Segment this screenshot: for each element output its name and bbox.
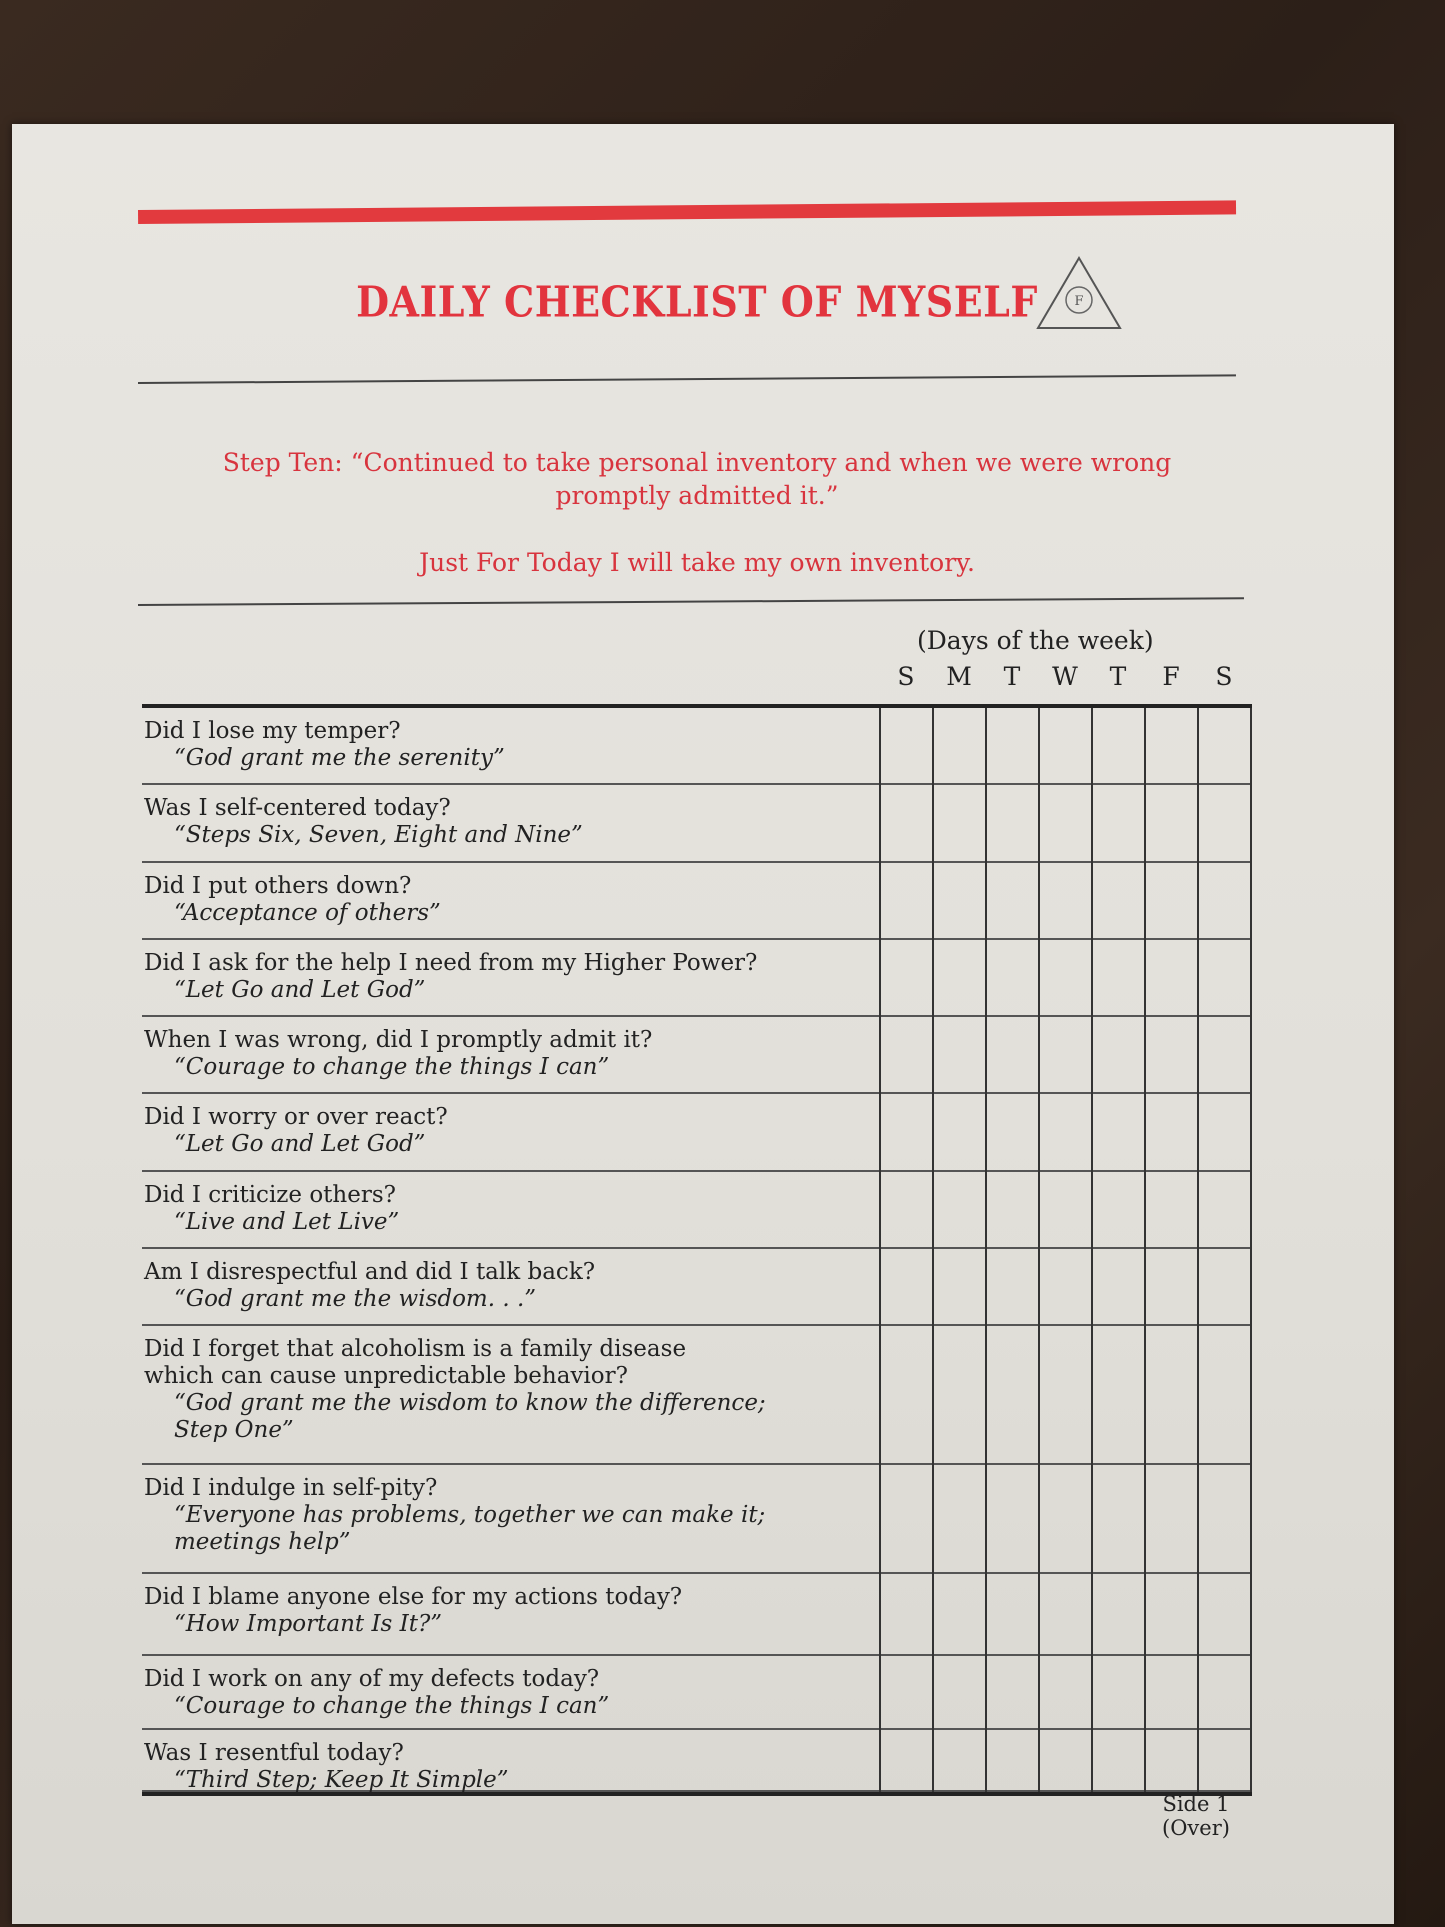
checklist-question (144, 1104, 448, 1158)
day-checkbox-cell[interactable] (880, 1656, 933, 1728)
grid-line (879, 708, 881, 1792)
question-text: Did I forget that alcoholism is a family disease which can cause unpredictable behavior? (144, 1336, 687, 1390)
slogan-text: “Courage to change the things I can” (174, 1054, 610, 1081)
day-checkbox-cell[interactable] (986, 863, 1039, 938)
day-checkbox-cell[interactable] (1198, 1465, 1251, 1571)
day-checkbox-cell[interactable] (1198, 785, 1251, 860)
day-checkbox-cell[interactable] (933, 1326, 986, 1463)
grid-line (1144, 708, 1146, 1792)
slogan-text: “Let Go and Let God” (174, 1131, 426, 1158)
day-checkbox-cell[interactable] (986, 785, 1039, 860)
day-checkbox-cell[interactable] (1145, 1730, 1198, 1790)
day-checkbox-cell[interactable] (880, 1730, 933, 1790)
day-checkbox-cell[interactable] (1092, 940, 1145, 1015)
slogan-text: “Courage to change the things I can” (174, 1692, 610, 1719)
day-checkbox-cell[interactable] (880, 863, 933, 938)
day-checkbox-cell[interactable] (1092, 1730, 1145, 1790)
day-checkbox-cell[interactable] (880, 708, 933, 783)
day-checkbox-cell[interactable] (1198, 1574, 1251, 1654)
checklist-row (142, 863, 1252, 940)
days-caption: (Days of the week) (917, 626, 1154, 655)
day-checkbox-cell[interactable] (1145, 1326, 1198, 1463)
day-checkbox-cell[interactable] (1092, 1249, 1145, 1324)
grid-line (985, 708, 987, 1792)
checklist-row (142, 1656, 1252, 1730)
day-checkbox-cell[interactable] (933, 1017, 986, 1092)
day-letter: S (897, 662, 915, 691)
day-checkbox-cell[interactable] (1039, 1574, 1092, 1654)
day-checkbox-cell[interactable] (933, 1094, 986, 1169)
checklist-row (142, 785, 1252, 862)
day-checkbox-cell[interactable] (880, 1094, 933, 1169)
day-checkbox-cell[interactable] (1198, 1172, 1251, 1247)
day-letter: W (1052, 662, 1078, 691)
day-checkbox-cell[interactable] (1092, 1326, 1145, 1463)
day-checkbox-cell[interactable] (986, 1465, 1039, 1571)
question-text: Did I worry or over react? (144, 1104, 448, 1131)
checklist-question (144, 1584, 682, 1638)
checklist-question (144, 795, 583, 849)
slogan-text: “God grant me the wisdom. . .” (174, 1285, 537, 1312)
day-letter: T (1109, 662, 1127, 691)
question-text: Am I disrespectful and did I talk back? (144, 1258, 596, 1285)
day-checkbox-cell[interactable] (880, 1249, 933, 1324)
day-checkbox-cell[interactable] (1092, 1656, 1145, 1728)
day-checkbox-cell[interactable] (1145, 863, 1198, 938)
slogan-text: “Acceptance of others” (174, 899, 441, 926)
checklist-question (144, 718, 505, 772)
day-checkbox-cell[interactable] (933, 940, 986, 1015)
day-checkbox-cell[interactable] (986, 1326, 1039, 1463)
day-checkbox-cell[interactable] (1092, 1574, 1145, 1654)
day-checkbox-cell[interactable] (1198, 1249, 1251, 1324)
question-text: Did I put others down? (144, 872, 412, 899)
day-checkbox-cell[interactable] (1145, 940, 1198, 1015)
checklist-question (144, 1666, 609, 1720)
slogan-text: “Live and Let Live” (174, 1208, 400, 1235)
day-checkbox-cell[interactable] (1145, 708, 1198, 783)
grid-line (1197, 708, 1199, 1792)
day-checkbox-cell[interactable] (1039, 1730, 1092, 1790)
slogan-text: “God grant me the serenity” (174, 745, 505, 771)
grid-line (932, 708, 934, 1792)
day-checkbox-cell[interactable] (933, 1574, 986, 1654)
day-checkbox-cell[interactable] (1092, 863, 1145, 938)
day-checkbox-cell[interactable] (933, 1465, 986, 1571)
checklist-question (144, 1336, 766, 1444)
slogan-text: “How Important Is It?” (174, 1610, 443, 1637)
footer-over: (Over) (1162, 1816, 1230, 1840)
day-letter: T (1003, 662, 1021, 691)
day-checkbox-cell[interactable] (986, 1656, 1039, 1728)
day-checkbox-cell[interactable] (986, 1017, 1039, 1092)
day-checkbox-cell[interactable] (933, 863, 986, 938)
day-checkbox-cell[interactable] (986, 1249, 1039, 1324)
day-checkbox-cell[interactable] (1039, 1094, 1092, 1169)
day-checkbox-cell[interactable] (1039, 1465, 1092, 1571)
checklist-question (144, 1182, 399, 1236)
day-checkbox-cell[interactable] (1039, 1172, 1092, 1247)
day-checkbox-cell[interactable] (1145, 1094, 1198, 1169)
day-checkbox-cell[interactable] (1092, 785, 1145, 860)
page-footer (1162, 1792, 1230, 1840)
day-checkbox-cell[interactable] (1092, 708, 1145, 783)
day-letter: F (1162, 662, 1180, 691)
day-checkbox-cell[interactable] (1039, 785, 1092, 860)
step-ten-quote: Step Ten: “Continued to take personal inventory and when we were wrong promptly admitted it.” (222, 448, 1172, 510)
page-title: DAILY CHECKLIST OF MYSELF (356, 276, 1038, 327)
grid-line (1091, 708, 1093, 1792)
day-checkbox-cell[interactable] (880, 940, 933, 1015)
top-red-bar (138, 200, 1236, 224)
day-checkbox-cell[interactable] (986, 708, 1039, 783)
grid-line (1250, 708, 1252, 1792)
day-checkbox-cell[interactable] (1198, 1326, 1251, 1463)
question-text: Did I ask for the help I need from my Higher Power? (144, 949, 758, 976)
question-text: Did I work on any of my defects today? (144, 1665, 600, 1692)
day-checkbox-cell[interactable] (1198, 1017, 1251, 1092)
question-text: Did I blame anyone else for my actions today? (144, 1583, 683, 1610)
day-checkbox-cell[interactable] (1039, 863, 1092, 938)
day-checkbox-cell[interactable] (1092, 1172, 1145, 1247)
day-checkbox-cell[interactable] (986, 1094, 1039, 1169)
grid-line (1038, 708, 1040, 1792)
day-letter: M (946, 662, 972, 691)
checklist-table (142, 704, 1252, 1796)
checklist-sheet (12, 124, 1394, 1924)
day-checkbox-cell[interactable] (1145, 1249, 1198, 1324)
checklist-question (144, 1475, 765, 1556)
day-checkbox-cell[interactable] (1198, 708, 1251, 783)
day-checkbox-cell[interactable] (1145, 1574, 1198, 1654)
header-rule (138, 597, 1244, 606)
slogan-text: “Steps Six, Seven, Eight and Nine” (174, 822, 583, 849)
day-checkbox-cell[interactable] (1039, 708, 1092, 783)
slogan-text: “Let Go and Let God” (174, 976, 426, 1003)
just-for-today: Just For Today I will take my own inventory. (419, 548, 975, 577)
day-checkbox-cell[interactable] (1145, 1656, 1198, 1728)
day-letter: S (1215, 662, 1233, 691)
day-checkbox-cell[interactable] (880, 1465, 933, 1571)
question-text: Was I self-centered today? (144, 795, 451, 822)
day-checkbox-cell[interactable] (986, 940, 1039, 1015)
checklist-question (144, 1740, 509, 1794)
day-checkbox-cell[interactable] (933, 785, 986, 860)
checklist-row (142, 1172, 1252, 1249)
day-checkbox-cell[interactable] (1092, 1094, 1145, 1169)
day-checkbox-cell[interactable] (1145, 785, 1198, 860)
checklist-question (144, 950, 757, 1004)
day-checkbox-cell[interactable] (986, 1172, 1039, 1247)
day-checkbox-cell[interactable] (1198, 940, 1251, 1015)
day-checkbox-cell[interactable] (1145, 1465, 1198, 1571)
svg-text:F: F (1074, 294, 1084, 309)
question-text: When I was wrong, did I promptly admit it? (144, 1027, 653, 1054)
title-rule (138, 374, 1236, 384)
day-checkbox-cell[interactable] (880, 1172, 933, 1247)
checklist-row (142, 1094, 1252, 1171)
day-checkbox-cell[interactable] (933, 1730, 986, 1790)
checklist-row (142, 1249, 1252, 1326)
day-checkbox-cell[interactable] (1092, 1465, 1145, 1571)
day-checkbox-cell[interactable] (1039, 1249, 1092, 1324)
day-checkbox-cell[interactable] (933, 1172, 986, 1247)
day-checkbox-cell[interactable] (1039, 940, 1092, 1015)
checklist-row (142, 1465, 1252, 1573)
slogan-text: “Third Step; Keep It Simple” (174, 1767, 509, 1794)
day-checkbox-cell[interactable] (1198, 863, 1251, 938)
checklist-question (144, 1027, 652, 1081)
checklist-question (144, 1259, 595, 1313)
question-text: Was I resentful today? (144, 1740, 404, 1767)
footer-side: Side 1 (1162, 1792, 1230, 1816)
question-text: Did I criticize others? (144, 1181, 396, 1208)
day-checkbox-cell[interactable] (1145, 1017, 1198, 1092)
day-checkbox-cell[interactable] (880, 1574, 933, 1654)
day-checkbox-cell[interactable] (1039, 1017, 1092, 1092)
day-checkbox-cell[interactable] (933, 1656, 986, 1728)
day-checkbox-cell[interactable] (1145, 1172, 1198, 1247)
day-checkbox-cell[interactable] (880, 1017, 933, 1092)
checklist-row (142, 940, 1252, 1017)
day-checkbox-cell[interactable] (986, 1574, 1039, 1654)
day-checkbox-cell[interactable] (1198, 1656, 1251, 1728)
day-checkbox-cell[interactable] (1198, 1094, 1251, 1169)
day-checkbox-cell[interactable] (933, 708, 986, 783)
day-checkbox-cell[interactable] (1092, 1017, 1145, 1092)
checklist-row (142, 1574, 1252, 1656)
question-text: Did I lose my temper? (144, 718, 401, 744)
day-checkbox-cell[interactable] (1198, 1730, 1251, 1790)
day-checkbox-cell[interactable] (986, 1730, 1039, 1790)
day-checkbox-cell[interactable] (880, 785, 933, 860)
checklist-row (142, 1326, 1252, 1465)
checklist-row (142, 708, 1252, 785)
triangle-logo-icon (1034, 254, 1124, 334)
day-checkbox-cell[interactable] (933, 1249, 986, 1324)
question-text: Did I indulge in self-pity? (144, 1475, 438, 1502)
day-checkbox-cell[interactable] (1039, 1656, 1092, 1728)
day-checkbox-cell[interactable] (880, 1326, 933, 1463)
checklist-row (142, 1730, 1252, 1792)
slogan-text: “God grant me the wisdom to know the difference; Step One” (174, 1390, 766, 1444)
day-checkbox-cell[interactable] (1039, 1326, 1092, 1463)
checklist-question (144, 873, 441, 927)
slogan-text: “Everyone has problems, together we can make it; meetings help” (174, 1502, 766, 1556)
checklist-row (142, 1017, 1252, 1094)
